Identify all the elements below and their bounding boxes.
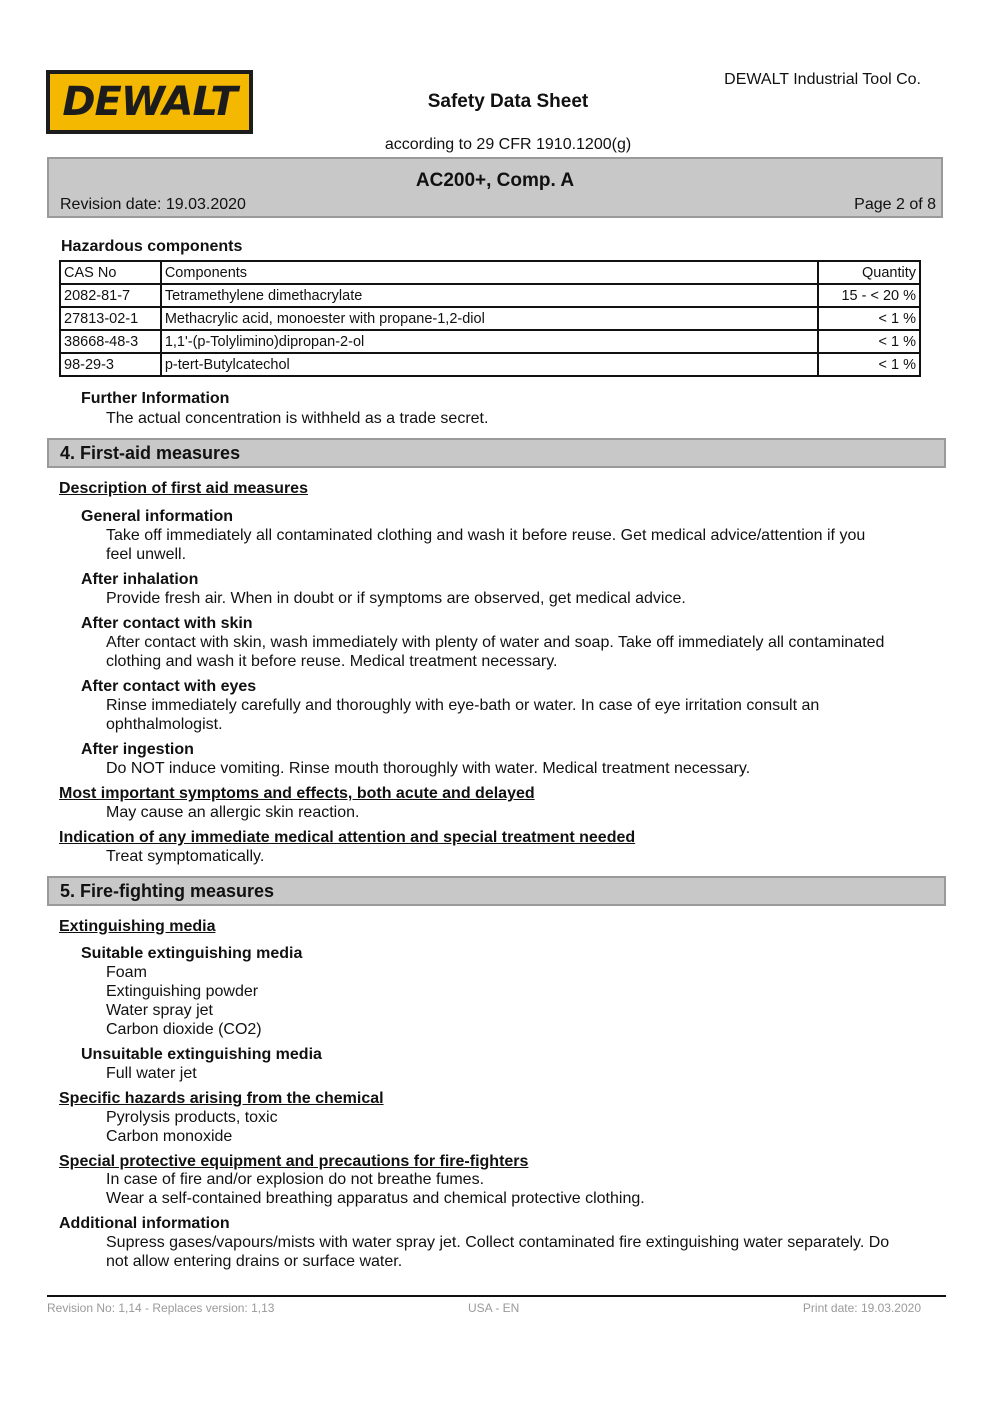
unsuitable-media-title: Unsuitable extinguishing media [81, 1046, 322, 1063]
page-number: Page 2 of 8 [854, 196, 936, 213]
logo-text: DEWALT [62, 79, 237, 125]
additional-information-text [106, 1234, 889, 1272]
column-header: CAS No [60, 261, 161, 284]
protective-equipment-heading: Special protective equipment and precautions for fire-fighters [59, 1153, 529, 1170]
section-4-title: 4. First-aid measures [60, 443, 241, 463]
product-header-bar [47, 157, 943, 218]
after-inhalation-title: After inhalation [81, 571, 199, 588]
footer-revision: Revision No: 1,14 - Replaces version: 1,13 [47, 1301, 275, 1315]
first-aid-description-heading: Description of first aid measures [59, 480, 308, 497]
medical-attention-heading: Indication of any immediate medical attention and special treatment needed [59, 829, 636, 846]
hazardous-components-table [59, 260, 921, 377]
medical-attention-text: Treat symptomatically. [106, 848, 265, 865]
product-name: AC200+, Comp. A [415, 170, 575, 191]
after-skin-contact-title: After contact with skin [81, 615, 253, 632]
specific-hazards-heading: Specific hazards arising from the chemical [59, 1090, 384, 1107]
text-line: After contact with skin, wash immediately with plenty of water and soap. Take off immediately all contaminated [106, 634, 885, 651]
after-inhalation-text: Provide fresh air. When in doubt or if symptoms are observed, get medical advice. [106, 590, 686, 607]
quantity: < 1 % [818, 353, 920, 376]
symptoms-heading: Most important symptoms and effects, both acute and delayed [59, 785, 535, 802]
list-item: Extinguishing powder [106, 983, 259, 1000]
protective-equipment-list [106, 1171, 645, 1209]
table-row [60, 330, 920, 353]
after-eye-contact-title: After contact with eyes [81, 678, 257, 695]
table-row [60, 284, 920, 307]
hazardous-components-title: Hazardous components [61, 238, 243, 255]
cas-number: 38668-48-3 [60, 330, 161, 353]
quantity: < 1 % [818, 307, 920, 330]
after-ingestion-title: After ingestion [81, 741, 194, 758]
section-5-title: 5. Fire-fighting measures [60, 881, 275, 901]
cas-number: 2082-81-7 [60, 284, 161, 307]
component-name: Tetramethylene dimethacrylate [161, 284, 818, 307]
text-line: clothing and wash it before reuse. Medical treatment necessary. [106, 653, 558, 670]
further-information-text: The actual concentration is withheld as a trade secret. [106, 410, 489, 427]
cas-number: 27813-02-1 [60, 307, 161, 330]
table-header-row [60, 261, 920, 284]
column-header: Quantity [818, 261, 920, 284]
section-4-header [47, 438, 946, 468]
document-title: Safety Data Sheet [427, 91, 589, 112]
list-item: Water spray jet [106, 1002, 213, 1019]
list-item: Pyrolysis products, toxic [106, 1109, 278, 1126]
general-information-text [106, 527, 865, 565]
further-information-title: Further Information [81, 390, 230, 407]
section-5-header [47, 876, 946, 906]
component-name: p-tert-Butylcatechol [161, 353, 818, 376]
suitable-media-title: Suitable extinguishing media [81, 945, 303, 962]
cas-number: 98-29-3 [60, 353, 161, 376]
specific-hazards-list [106, 1109, 278, 1147]
company-name: DEWALT Industrial Tool Co. [724, 71, 921, 88]
additional-information-title: Additional information [59, 1215, 230, 1232]
component-name: Methacrylic acid, monoester with propane-1,2-diol [161, 307, 818, 330]
suitable-media-list [106, 964, 262, 1040]
list-item: Wear a self-contained breathing apparatus and chemical protective clothing. [106, 1190, 645, 1207]
text-line: ophthalmologist. [106, 716, 223, 733]
quantity: 15 - < 20 % [818, 284, 920, 307]
regulation-reference: according to 29 CFR 1910.1200(g) [384, 136, 632, 153]
list-item: In case of fire and/or explosion do not breathe fumes. [106, 1171, 485, 1188]
table-row [60, 307, 920, 330]
text-line: Rinse immediately carefully and thoroughly with eye-bath or water. In case of eye irritation consult an [106, 697, 820, 714]
revision-date: Revision date: 19.03.2020 [60, 196, 246, 213]
list-item: Foam [106, 964, 147, 981]
text-line: feel unwell. [106, 546, 187, 563]
column-header: Components [161, 261, 818, 284]
text-line: not allow entering drains or surface water. [106, 1253, 403, 1270]
footer-print-date: Print date: 19.03.2020 [802, 1301, 921, 1315]
quantity: < 1 % [818, 330, 920, 353]
text-line: Take off immediately all contaminated clothing and wash it before reuse. Get medical advice/attention if you [106, 527, 866, 544]
list-item: Carbon dioxide (CO2) [106, 1021, 262, 1038]
footer-locale: USA - EN [468, 1301, 520, 1315]
table-row [60, 353, 920, 376]
footer-divider [47, 1295, 946, 1297]
list-item: Carbon monoxide [106, 1128, 233, 1145]
text-line: Supress gases/vapours/mists with water spray jet. Collect contaminated fire extinguishing water separately. Do [106, 1234, 890, 1251]
unsuitable-media-text: Full water jet [106, 1065, 197, 1082]
extinguishing-media-heading: Extinguishing media [59, 918, 216, 935]
component-name: 1,1'-(p-Tolylimino)dipropan-2-ol [161, 330, 818, 353]
after-eye-contact-text [106, 697, 819, 735]
symptoms-text: May cause an allergic skin reaction. [106, 804, 360, 821]
after-ingestion-text: Do NOT induce vomiting. Rinse mouth thoroughly with water. Medical treatment necessary. [106, 760, 751, 777]
general-information-title: General information [81, 508, 234, 525]
after-skin-contact-text [106, 634, 884, 672]
